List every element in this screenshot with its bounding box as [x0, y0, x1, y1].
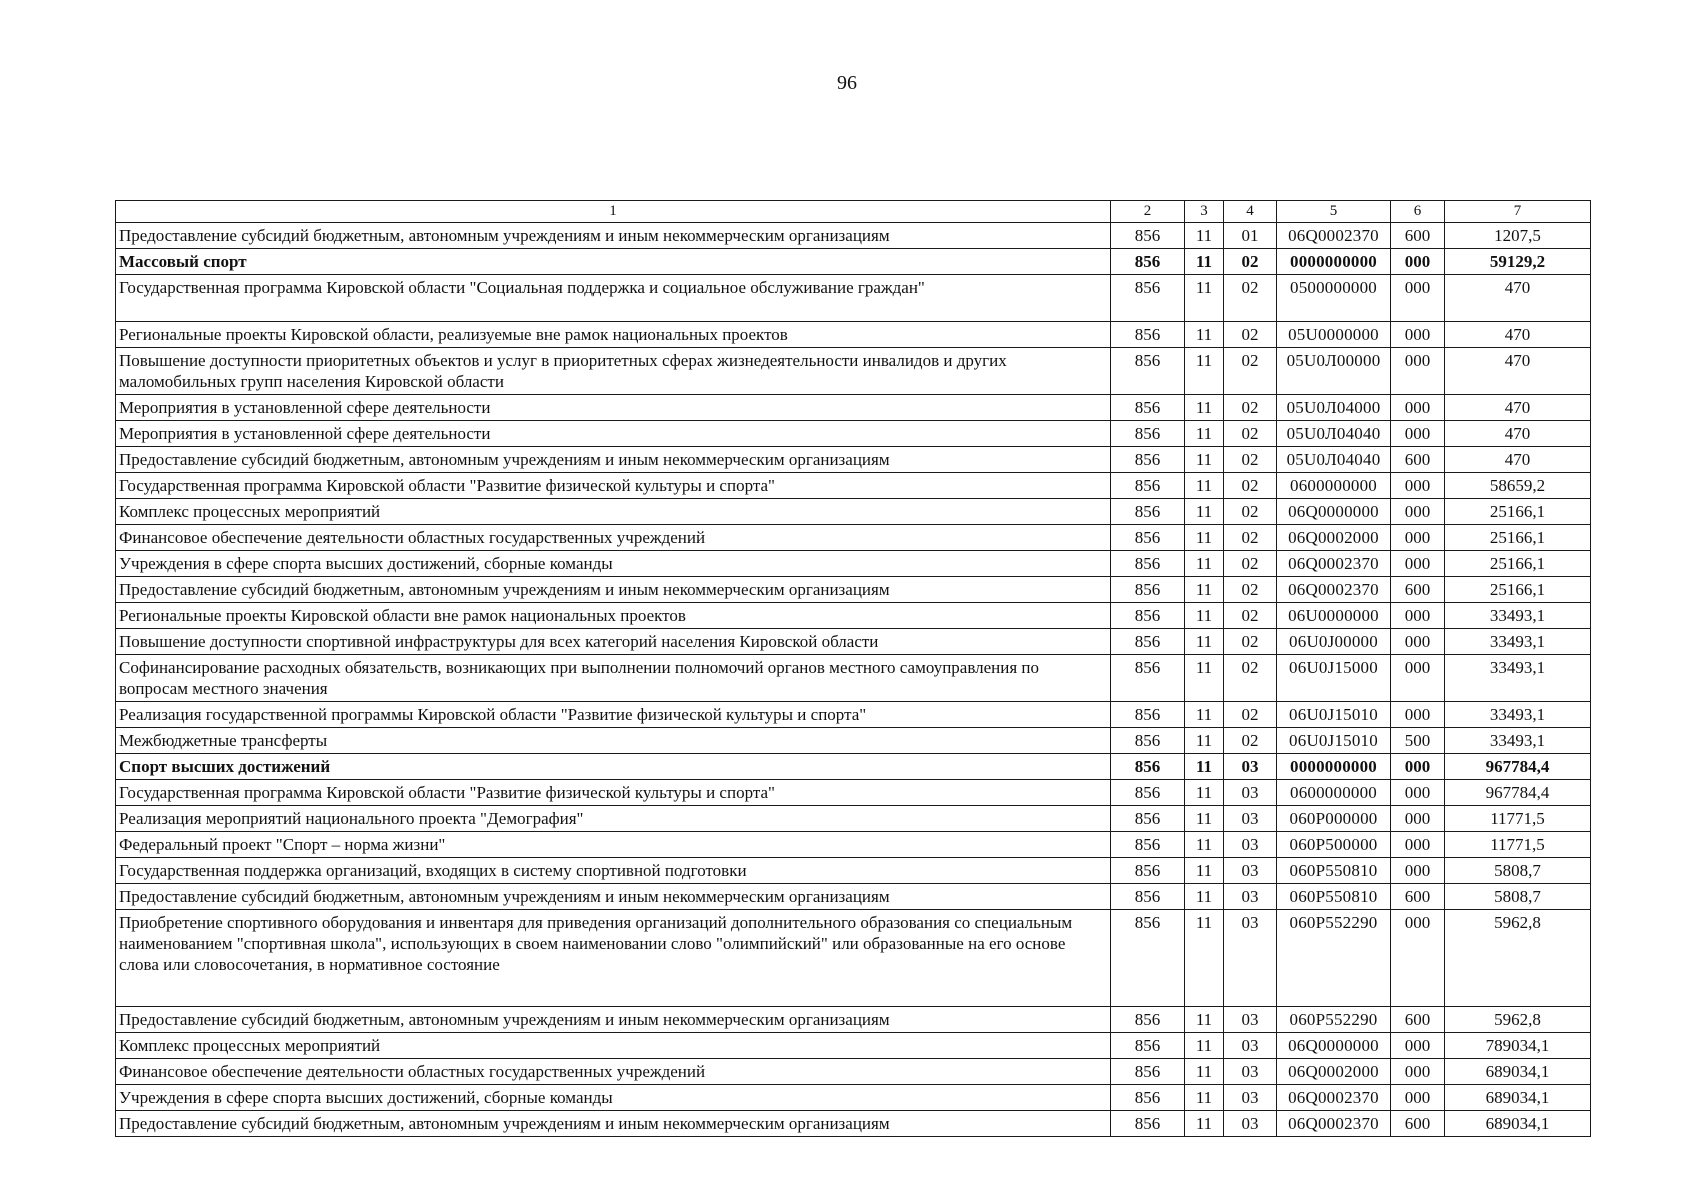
row-target-code-cell: 06Q0002370: [1277, 551, 1391, 577]
row-section-cell: 11: [1185, 551, 1224, 577]
row-subsection-cell: 03: [1224, 1111, 1277, 1137]
row-expense-type-cell: 000: [1391, 806, 1445, 832]
row-amount-cell: 1207,5: [1445, 223, 1591, 249]
row-target-code-cell: 0000000000: [1277, 754, 1391, 780]
row-section-cell: 11: [1185, 1085, 1224, 1111]
row-subsection-cell: 03: [1224, 884, 1277, 910]
row-admin-code-cell: 856: [1111, 421, 1185, 447]
row-section-cell: 11: [1185, 322, 1224, 348]
row-name-cell: Реализация мероприятий национального проекта "Демография": [116, 806, 1111, 832]
row-subsection-cell: 03: [1224, 1085, 1277, 1111]
row-expense-type-cell: 000: [1391, 780, 1445, 806]
row-name-cell: Предоставление субсидий бюджетным, автономным учреждениям и иным некоммерческим организациям: [116, 1111, 1111, 1137]
row-admin-code-cell: 856: [1111, 754, 1185, 780]
row-amount-cell: 25166,1: [1445, 499, 1591, 525]
row-target-code-cell: 0500000000: [1277, 275, 1391, 322]
row-section-cell: 11: [1185, 603, 1224, 629]
row-section-cell: 11: [1185, 884, 1224, 910]
row-admin-code-cell: 856: [1111, 603, 1185, 629]
table-row: [116, 249, 1591, 275]
row-expense-type-cell: 000: [1391, 551, 1445, 577]
row-subsection-cell: 02: [1224, 447, 1277, 473]
row-admin-code-cell: 856: [1111, 1085, 1185, 1111]
row-subsection-cell: 02: [1224, 655, 1277, 702]
header-col-3: 3: [1185, 201, 1224, 223]
row-target-code-cell: 06U0000000: [1277, 603, 1391, 629]
table-row: [116, 728, 1591, 754]
row-amount-cell: 11771,5: [1445, 806, 1591, 832]
row-admin-code-cell: 856: [1111, 702, 1185, 728]
row-amount-cell: 5962,8: [1445, 1007, 1591, 1033]
table-row: [116, 395, 1591, 421]
row-section-cell: 11: [1185, 447, 1224, 473]
table-row: [116, 1007, 1591, 1033]
row-expense-type-cell: 000: [1391, 525, 1445, 551]
row-subsection-cell: 02: [1224, 499, 1277, 525]
row-name-cell: Массовый спорт: [116, 249, 1111, 275]
row-section-cell: 11: [1185, 473, 1224, 499]
table-row: [116, 223, 1591, 249]
row-admin-code-cell: 856: [1111, 322, 1185, 348]
row-name-cell: Региональные проекты Кировской области вне рамок национальных проектов: [116, 603, 1111, 629]
row-expense-type-cell: 000: [1391, 702, 1445, 728]
row-admin-code-cell: 856: [1111, 447, 1185, 473]
row-amount-cell: 689034,1: [1445, 1059, 1591, 1085]
row-admin-code-cell: 856: [1111, 780, 1185, 806]
table-row: [116, 702, 1591, 728]
row-admin-code-cell: 856: [1111, 1033, 1185, 1059]
row-amount-cell: 470: [1445, 447, 1591, 473]
row-target-code-cell: 060P552290: [1277, 910, 1391, 1007]
row-target-code-cell: 06U0J15010: [1277, 728, 1391, 754]
row-name-cell: Финансовое обеспечение деятельности областных государственных учреждений: [116, 525, 1111, 551]
row-expense-type-cell: 600: [1391, 447, 1445, 473]
row-subsection-cell: 03: [1224, 806, 1277, 832]
row-admin-code-cell: 856: [1111, 884, 1185, 910]
row-section-cell: 11: [1185, 348, 1224, 395]
row-admin-code-cell: 856: [1111, 1007, 1185, 1033]
row-name-cell: Приобретение спортивного оборудования и инвентаря для приведения организаций дополнительного образования со специальным наименованием "спортивная школа", использующих в своем наименовании слово "олимпийский" или образованные на его основе слова или словосочетания, в нормативное состояние: [116, 910, 1111, 1007]
row-subsection-cell: 03: [1224, 780, 1277, 806]
row-subsection-cell: 02: [1224, 728, 1277, 754]
row-amount-cell: 33493,1: [1445, 603, 1591, 629]
row-target-code-cell: 05U0Л04040: [1277, 447, 1391, 473]
row-target-code-cell: 060P550810: [1277, 858, 1391, 884]
row-target-code-cell: 06Q0002000: [1277, 525, 1391, 551]
row-section-cell: 11: [1185, 629, 1224, 655]
row-subsection-cell: 02: [1224, 551, 1277, 577]
row-subsection-cell: 02: [1224, 525, 1277, 551]
row-target-code-cell: 06Q0002370: [1277, 1085, 1391, 1111]
row-amount-cell: 5808,7: [1445, 884, 1591, 910]
row-section-cell: 11: [1185, 577, 1224, 603]
row-section-cell: 11: [1185, 421, 1224, 447]
row-name-cell: Региональные проекты Кировской области, реализуемые вне рамок национальных проектов: [116, 322, 1111, 348]
row-expense-type-cell: 000: [1391, 275, 1445, 322]
row-expense-type-cell: 000: [1391, 603, 1445, 629]
row-section-cell: 11: [1185, 223, 1224, 249]
table-row: [116, 910, 1591, 1007]
row-section-cell: 11: [1185, 1059, 1224, 1085]
row-subsection-cell: 02: [1224, 322, 1277, 348]
row-name-cell: Предоставление субсидий бюджетным, автономным учреждениям и иным некоммерческим организациям: [116, 1007, 1111, 1033]
row-name-cell: Повышение доступности спортивной инфраструктуры для всех категорий населения Кировской области: [116, 629, 1111, 655]
row-section-cell: 11: [1185, 1033, 1224, 1059]
row-admin-code-cell: 856: [1111, 832, 1185, 858]
row-target-code-cell: 06Q0002370: [1277, 577, 1391, 603]
row-section-cell: 11: [1185, 1007, 1224, 1033]
row-target-code-cell: 0600000000: [1277, 780, 1391, 806]
row-expense-type-cell: 600: [1391, 223, 1445, 249]
row-name-cell: Государственная поддержка организаций, входящих в систему спортивной подготовки: [116, 858, 1111, 884]
table-row: [116, 1033, 1591, 1059]
row-target-code-cell: 05U0Л04000: [1277, 395, 1391, 421]
row-target-code-cell: 06U0J15000: [1277, 655, 1391, 702]
row-amount-cell: 25166,1: [1445, 577, 1591, 603]
row-target-code-cell: 05U0Л00000: [1277, 348, 1391, 395]
row-admin-code-cell: 856: [1111, 223, 1185, 249]
row-amount-cell: 470: [1445, 348, 1591, 395]
row-admin-code-cell: 856: [1111, 1059, 1185, 1085]
row-expense-type-cell: 000: [1391, 1033, 1445, 1059]
row-admin-code-cell: 856: [1111, 577, 1185, 603]
header-col-5: 5: [1277, 201, 1391, 223]
row-section-cell: 11: [1185, 499, 1224, 525]
table-row: [116, 447, 1591, 473]
row-name-cell: Государственная программа Кировской области "Социальная поддержка и социальное обслуживание граждан": [116, 275, 1111, 322]
row-amount-cell: 25166,1: [1445, 551, 1591, 577]
row-name-cell: Учреждения в сфере спорта высших достижений, сборные команды: [116, 1085, 1111, 1111]
row-subsection-cell: 02: [1224, 629, 1277, 655]
table-row: [116, 275, 1591, 322]
row-target-code-cell: 06Q0002000: [1277, 1059, 1391, 1085]
row-expense-type-cell: 000: [1391, 473, 1445, 499]
table-row: [116, 603, 1591, 629]
row-amount-cell: 470: [1445, 421, 1591, 447]
row-name-cell: Финансовое обеспечение деятельности областных государственных учреждений: [116, 1059, 1111, 1085]
row-admin-code-cell: 856: [1111, 858, 1185, 884]
table-row: [116, 629, 1591, 655]
table-row: [116, 655, 1591, 702]
row-subsection-cell: 03: [1224, 910, 1277, 1007]
row-expense-type-cell: 600: [1391, 577, 1445, 603]
row-expense-type-cell: 000: [1391, 421, 1445, 447]
row-name-cell: Межбюджетные трансферты: [116, 728, 1111, 754]
row-admin-code-cell: 856: [1111, 499, 1185, 525]
row-amount-cell: 470: [1445, 322, 1591, 348]
row-name-cell: Спорт высших достижений: [116, 754, 1111, 780]
table-row: [116, 421, 1591, 447]
row-target-code-cell: 060P552290: [1277, 1007, 1391, 1033]
row-amount-cell: 470: [1445, 275, 1591, 322]
row-section-cell: 11: [1185, 525, 1224, 551]
row-target-code-cell: 05U0Л04040: [1277, 421, 1391, 447]
row-name-cell: Комплекс процессных мероприятий: [116, 1033, 1111, 1059]
row-target-code-cell: 05U0000000: [1277, 322, 1391, 348]
row-target-code-cell: 06Q0000000: [1277, 1033, 1391, 1059]
row-target-code-cell: 0600000000: [1277, 473, 1391, 499]
table-body: [116, 223, 1591, 1137]
table-row: [116, 884, 1591, 910]
row-admin-code-cell: 856: [1111, 629, 1185, 655]
table-row: [116, 1059, 1591, 1085]
row-target-code-cell: 06Q0002370: [1277, 223, 1391, 249]
row-amount-cell: 5962,8: [1445, 910, 1591, 1007]
table-row: [116, 754, 1591, 780]
row-subsection-cell: 02: [1224, 348, 1277, 395]
row-expense-type-cell: 600: [1391, 1111, 1445, 1137]
row-subsection-cell: 01: [1224, 223, 1277, 249]
row-expense-type-cell: 000: [1391, 858, 1445, 884]
row-name-cell: Государственная программа Кировской области "Развитие физической культуры и спорта": [116, 473, 1111, 499]
table-row: [116, 348, 1591, 395]
row-amount-cell: 33493,1: [1445, 655, 1591, 702]
row-subsection-cell: 03: [1224, 1059, 1277, 1085]
table-row: [116, 858, 1591, 884]
row-admin-code-cell: 856: [1111, 728, 1185, 754]
row-section-cell: 11: [1185, 1111, 1224, 1137]
row-amount-cell: 59129,2: [1445, 249, 1591, 275]
row-target-code-cell: 060P000000: [1277, 806, 1391, 832]
row-subsection-cell: 02: [1224, 603, 1277, 629]
budget-table: [115, 200, 1591, 1137]
row-amount-cell: 25166,1: [1445, 525, 1591, 551]
table-row: [116, 322, 1591, 348]
row-target-code-cell: 060P550810: [1277, 884, 1391, 910]
row-subsection-cell: 03: [1224, 1007, 1277, 1033]
row-section-cell: 11: [1185, 249, 1224, 275]
row-subsection-cell: 02: [1224, 249, 1277, 275]
row-subsection-cell: 02: [1224, 702, 1277, 728]
row-admin-code-cell: 856: [1111, 473, 1185, 499]
row-name-cell: Учреждения в сфере спорта высших достижений, сборные команды: [116, 551, 1111, 577]
row-admin-code-cell: 856: [1111, 275, 1185, 322]
row-subsection-cell: 03: [1224, 858, 1277, 884]
row-amount-cell: 5808,7: [1445, 858, 1591, 884]
row-expense-type-cell: 000: [1391, 754, 1445, 780]
row-subsection-cell: 03: [1224, 1033, 1277, 1059]
row-subsection-cell: 02: [1224, 421, 1277, 447]
row-admin-code-cell: 856: [1111, 910, 1185, 1007]
row-name-cell: Федеральный проект "Спорт – норма жизни": [116, 832, 1111, 858]
row-target-code-cell: 0000000000: [1277, 249, 1391, 275]
row-subsection-cell: 02: [1224, 395, 1277, 421]
row-expense-type-cell: 000: [1391, 348, 1445, 395]
row-expense-type-cell: 600: [1391, 884, 1445, 910]
row-amount-cell: 967784,4: [1445, 754, 1591, 780]
row-subsection-cell: 02: [1224, 275, 1277, 322]
row-expense-type-cell: 000: [1391, 1059, 1445, 1085]
header-col-6: 6: [1391, 201, 1445, 223]
row-admin-code-cell: 856: [1111, 1111, 1185, 1137]
row-admin-code-cell: 856: [1111, 655, 1185, 702]
row-expense-type-cell: 000: [1391, 910, 1445, 1007]
row-amount-cell: 33493,1: [1445, 702, 1591, 728]
row-admin-code-cell: 856: [1111, 551, 1185, 577]
row-section-cell: 11: [1185, 754, 1224, 780]
header-col-1: 1: [116, 201, 1111, 223]
row-expense-type-cell: 500: [1391, 728, 1445, 754]
row-target-code-cell: 06U0J00000: [1277, 629, 1391, 655]
header-col-2: 2: [1111, 201, 1185, 223]
row-expense-type-cell: 600: [1391, 1007, 1445, 1033]
header-row: [116, 201, 1591, 223]
row-amount-cell: 33493,1: [1445, 629, 1591, 655]
row-section-cell: 11: [1185, 702, 1224, 728]
row-amount-cell: 967784,4: [1445, 780, 1591, 806]
row-name-cell: Предоставление субсидий бюджетным, автономным учреждениям и иным некоммерческим организациям: [116, 884, 1111, 910]
row-name-cell: Предоставление субсидий бюджетным, автономным учреждениям и иным некоммерческим организациям: [116, 447, 1111, 473]
row-section-cell: 11: [1185, 910, 1224, 1007]
table-row: [116, 551, 1591, 577]
row-section-cell: 11: [1185, 655, 1224, 702]
table-row: [116, 1111, 1591, 1137]
row-target-code-cell: 06Q0002370: [1277, 1111, 1391, 1137]
row-target-code-cell: 06Q0000000: [1277, 499, 1391, 525]
row-section-cell: 11: [1185, 728, 1224, 754]
row-target-code-cell: 060P500000: [1277, 832, 1391, 858]
row-expense-type-cell: 000: [1391, 249, 1445, 275]
row-amount-cell: 33493,1: [1445, 728, 1591, 754]
row-section-cell: 11: [1185, 806, 1224, 832]
row-expense-type-cell: 000: [1391, 395, 1445, 421]
row-expense-type-cell: 000: [1391, 1085, 1445, 1111]
row-amount-cell: 11771,5: [1445, 832, 1591, 858]
table-row: [116, 832, 1591, 858]
table-row: [116, 780, 1591, 806]
row-subsection-cell: 02: [1224, 577, 1277, 603]
row-section-cell: 11: [1185, 780, 1224, 806]
row-amount-cell: 789034,1: [1445, 1033, 1591, 1059]
row-section-cell: 11: [1185, 395, 1224, 421]
row-name-cell: Реализация государственной программы Кировской области "Развитие физической культуры и спорта": [116, 702, 1111, 728]
row-amount-cell: 689034,1: [1445, 1111, 1591, 1137]
row-expense-type-cell: 000: [1391, 832, 1445, 858]
row-amount-cell: 58659,2: [1445, 473, 1591, 499]
row-name-cell: Софинансирование расходных обязательств, возникающих при выполнении полномочий органов местного самоуправления по вопросам местного значения: [116, 655, 1111, 702]
table-row: [116, 499, 1591, 525]
row-section-cell: 11: [1185, 832, 1224, 858]
row-section-cell: 11: [1185, 275, 1224, 322]
row-expense-type-cell: 000: [1391, 655, 1445, 702]
row-admin-code-cell: 856: [1111, 348, 1185, 395]
table-row: [116, 806, 1591, 832]
row-expense-type-cell: 000: [1391, 499, 1445, 525]
header-col-4: 4: [1224, 201, 1277, 223]
row-section-cell: 11: [1185, 858, 1224, 884]
row-admin-code-cell: 856: [1111, 525, 1185, 551]
table-row: [116, 525, 1591, 551]
row-admin-code-cell: 856: [1111, 806, 1185, 832]
row-expense-type-cell: 000: [1391, 322, 1445, 348]
row-name-cell: Повышение доступности приоритетных объектов и услуг в приоритетных сферах жизнедеятельности инвалидов и других маломобильных групп населения Кировской области: [116, 348, 1111, 395]
row-name-cell: Предоставление субсидий бюджетным, автономным учреждениям и иным некоммерческим организациям: [116, 223, 1111, 249]
table-row: [116, 473, 1591, 499]
row-name-cell: Предоставление субсидий бюджетным, автономным учреждениям и иным некоммерческим организациям: [116, 577, 1111, 603]
table-row: [116, 1085, 1591, 1111]
header-col-7: 7: [1445, 201, 1591, 223]
table-row: [116, 577, 1591, 603]
row-name-cell: Комплекс процессных мероприятий: [116, 499, 1111, 525]
row-admin-code-cell: 856: [1111, 395, 1185, 421]
row-amount-cell: 689034,1: [1445, 1085, 1591, 1111]
row-name-cell: Мероприятия в установленной сфере деятельности: [116, 395, 1111, 421]
row-expense-type-cell: 000: [1391, 629, 1445, 655]
page-number: 96: [837, 72, 857, 94]
row-amount-cell: 470: [1445, 395, 1591, 421]
row-subsection-cell: 03: [1224, 832, 1277, 858]
row-name-cell: Мероприятия в установленной сфере деятельности: [116, 421, 1111, 447]
row-target-code-cell: 06U0J15010: [1277, 702, 1391, 728]
row-name-cell: Государственная программа Кировской области "Развитие физической культуры и спорта": [116, 780, 1111, 806]
row-subsection-cell: 02: [1224, 473, 1277, 499]
row-admin-code-cell: 856: [1111, 249, 1185, 275]
row-subsection-cell: 03: [1224, 754, 1277, 780]
